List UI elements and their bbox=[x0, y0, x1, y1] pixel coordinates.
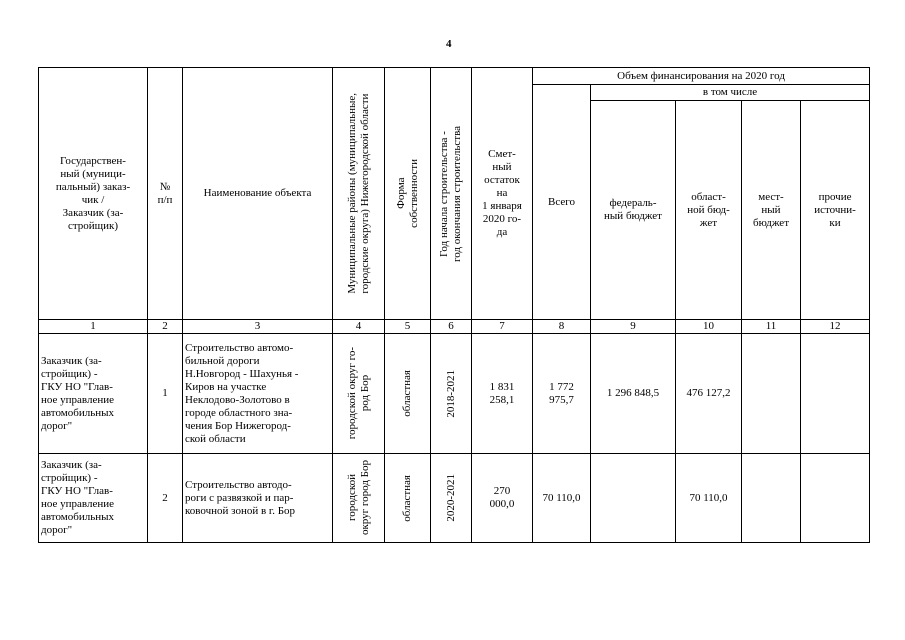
header-years: Год начала строительства - год окончания строительства bbox=[438, 125, 463, 262]
header-federal: федераль- ный бюджет bbox=[591, 101, 676, 320]
header-funding-group: Объем финансирования на 2020 год bbox=[533, 68, 870, 85]
column-number: 4 bbox=[333, 320, 385, 334]
header-total: Всего bbox=[533, 85, 591, 320]
header-ownership: Форма собственности bbox=[394, 159, 420, 228]
row-years: 2020-2021 bbox=[444, 474, 457, 522]
row-estimate: 1 831 258,1 bbox=[472, 334, 533, 454]
header-num: № п/п bbox=[148, 68, 183, 320]
row-ownership: областная bbox=[401, 474, 413, 522]
row-other bbox=[801, 454, 870, 543]
header-estimate: Смет- ный остаток на 1 января 2020 го- да bbox=[472, 68, 533, 320]
row-federal bbox=[591, 454, 676, 543]
header-municipal: Муниципальные районы (муниципальные, городские округа) Нижегородской области bbox=[345, 93, 371, 294]
investment-table bbox=[38, 67, 870, 543]
row-object: Строительство автодо- роги с развязкой и пар- ковочной зоной в г. Бор bbox=[183, 454, 333, 543]
column-number: 7 bbox=[472, 320, 533, 334]
column-number: 2 bbox=[148, 320, 183, 334]
row-local bbox=[742, 454, 801, 543]
row-municipal: городской округ го- род Бор bbox=[345, 347, 371, 440]
row-regional: 70 110,0 bbox=[676, 454, 742, 543]
page-number: 4 bbox=[446, 38, 452, 50]
header-local: мест- ный бюджет bbox=[742, 101, 801, 320]
row-municipal: городской округ город Бор bbox=[345, 460, 371, 536]
row-customer: Заказчик (за- стройщик) - ГКУ НО "Глав- ное управление автомобильных дорог" bbox=[39, 454, 148, 543]
row-federal: 1 296 848,5 bbox=[591, 334, 676, 454]
row-ownership: областная bbox=[401, 370, 413, 417]
header-including: в том числе bbox=[591, 85, 870, 101]
table-row bbox=[39, 454, 870, 543]
row-num: 1 bbox=[148, 334, 183, 454]
row-local bbox=[742, 334, 801, 454]
row-estimate: 270 000,0 bbox=[472, 454, 533, 543]
row-object: Строительство автомо- бильной дороги Н.Новгород - Шахунья - Киров на участке Неклодово-Золотово в городе областного зна- чения Бор Нижегород- ской области bbox=[183, 334, 333, 454]
row-other bbox=[801, 334, 870, 454]
column-number: 3 bbox=[183, 320, 333, 334]
header-object: Наименование объекта bbox=[183, 68, 333, 320]
column-number: 11 bbox=[742, 320, 801, 334]
header-regional: област- ной бюд- жет bbox=[676, 101, 742, 320]
column-number: 5 bbox=[385, 320, 431, 334]
header-other: прочие источни- ки bbox=[801, 101, 870, 320]
row-total: 70 110,0 bbox=[533, 454, 591, 543]
column-number: 1 bbox=[39, 320, 148, 334]
column-number: 6 bbox=[431, 320, 472, 334]
row-years: 2018-2021 bbox=[444, 369, 457, 418]
table-row bbox=[39, 334, 870, 454]
row-customer: Заказчик (за- стройщик) - ГКУ НО "Глав- ное управление автомобильных дорог" bbox=[39, 334, 148, 454]
column-number: 9 bbox=[591, 320, 676, 334]
row-num: 2 bbox=[148, 454, 183, 543]
header-customer: Государствен- ный (муници- пальный) заказ- чик / Заказчик (за- стройщик) bbox=[39, 68, 148, 320]
column-number: 12 bbox=[801, 320, 870, 334]
row-total: 1 772 975,7 bbox=[533, 334, 591, 454]
row-regional: 476 127,2 bbox=[676, 334, 742, 454]
column-number: 10 bbox=[676, 320, 742, 334]
column-number: 8 bbox=[533, 320, 591, 334]
